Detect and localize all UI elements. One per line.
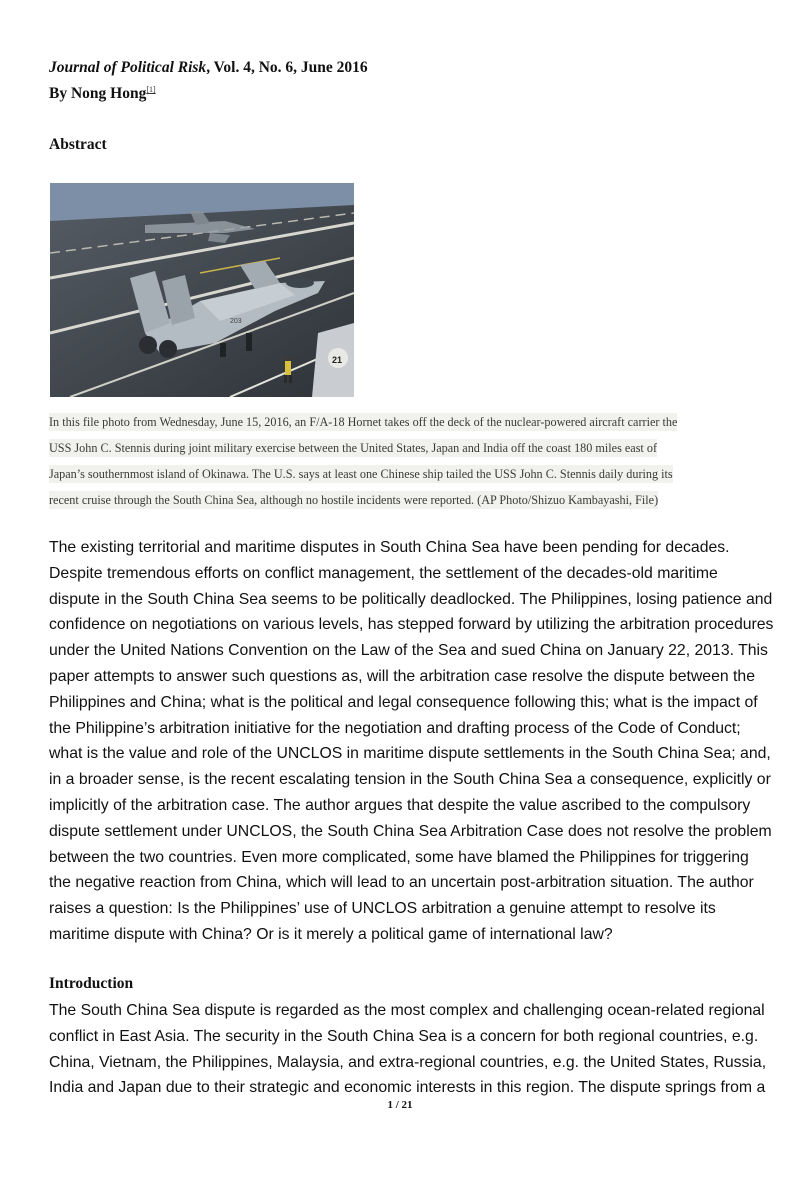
abstract-line: The existing territorial and maritime disputes in South China Sea have been pending for decades. (49, 539, 730, 556)
abstract-line: dispute settlement under UNCLOS, the South China Sea Arbitration Case does not resolve the problem (49, 822, 772, 840)
introduction-heading: Introduction (49, 975, 134, 992)
abstract-paragraph (49, 535, 774, 948)
introduction-line: conflict in East Asia. The security in the South China Sea is a concern for both regional countries, e.g. (49, 1027, 759, 1045)
introduction-line: India and Japan due to their strategic and economic interests in this region. The dispute springs from a (49, 1079, 766, 1097)
abstract-heading: Abstract (49, 136, 107, 153)
journal-title: Journal of Political Risk (49, 59, 207, 76)
caption-line: Japan’s southernmost island of Okinawa. The U.S. says at least one Chinese ship tailed the USS John C. Stennis daily during its (49, 467, 673, 481)
abstract-line: confidence on negotiations on various levels, has stepped forward by utilizing the arbitration procedures (49, 616, 774, 634)
abstract-line: under the United Nations Convention on the Law of the Sea and sued China on January 22, 2013. This (49, 642, 768, 660)
abstract-line: in a broader sense, is the recent escalating tension in the South China Sea a consequence, explicitly or (49, 771, 771, 789)
abstract-line: dispute in the South China Sea seems to be politically deadlocked. The Philippines, losing patience and (49, 590, 773, 608)
abstract-line: what is the value and role of the UNCLOS in maritime dispute settlements in the South China Sea; and, (49, 745, 771, 763)
abstract-line: paper attempts to answer such questions as, will the arbitration case resolve the dispute between the (49, 667, 755, 685)
footnote-link[interactable]: [1] (146, 85, 156, 94)
journal-details: , Vol. 4, No. 6, June 2016 (206, 59, 368, 76)
caption-line: recent cruise through the South China Sea, although no hostile incidents were reported. (AP Photo/Shizuo Kambayashi, File) (49, 493, 659, 507)
photo-caption (49, 409, 749, 513)
abstract-line: the Philippine’s arbitration initiative for the negotiation and drafting process of the Code of Conduct; (49, 719, 741, 737)
aircraft-tail-number: 203 (230, 318, 242, 325)
abstract-line: Philippines and China; what is the political and legal consequence following this; what is the impact of (49, 693, 758, 711)
introduction-line: The South China Sea dispute is regarded as the most complex and challenging ocean-related regional (49, 1002, 765, 1019)
journal-citation (49, 59, 368, 77)
abstract-line: implicitly of the arbitration case. The author argues that despite the value ascribed to the compulsory (49, 796, 751, 814)
caption-line: In this file photo from Wednesday, June 15, 2016, an F/A-18 Hornet takes off the deck of the nuclear-powered aircraft carrier the (49, 415, 678, 429)
abstract-line: between the two countries. Even more complicated, some have blamed the Philippines for triggering (49, 848, 749, 866)
introduction-line: China, Vietnam, the Philippines, Malaysia, and extra-regional countries, e.g. the United States, Russia, (49, 1053, 767, 1071)
author-name: By Nong Hong (49, 85, 147, 102)
abstract-line: maritime dispute with China? Or is it merely a political game of international law? (49, 925, 613, 943)
author-byline (49, 85, 156, 103)
introduction-paragraph (49, 998, 767, 1101)
caption-line: USS John C. Stennis during joint military exercise between the United States, Japan and India off the coast 180 miles east of (49, 441, 658, 455)
aircraft-side-number: 21 (332, 355, 343, 365)
page-number: 1 / 21 (387, 1099, 413, 1111)
abstract-line: Despite tremendous efforts on conflict management, the settlement of the decades-old maritime (49, 564, 718, 582)
aircraft-carrier-photo (50, 183, 354, 397)
abstract-line: the negative reaction from China, which will lead to an uncertain post-arbitration situation. The author (49, 874, 754, 892)
abstract-line: raises a question: Is the Philippines’ use of UNCLOS arbitration a genuine attempt to resolve its (49, 900, 716, 918)
